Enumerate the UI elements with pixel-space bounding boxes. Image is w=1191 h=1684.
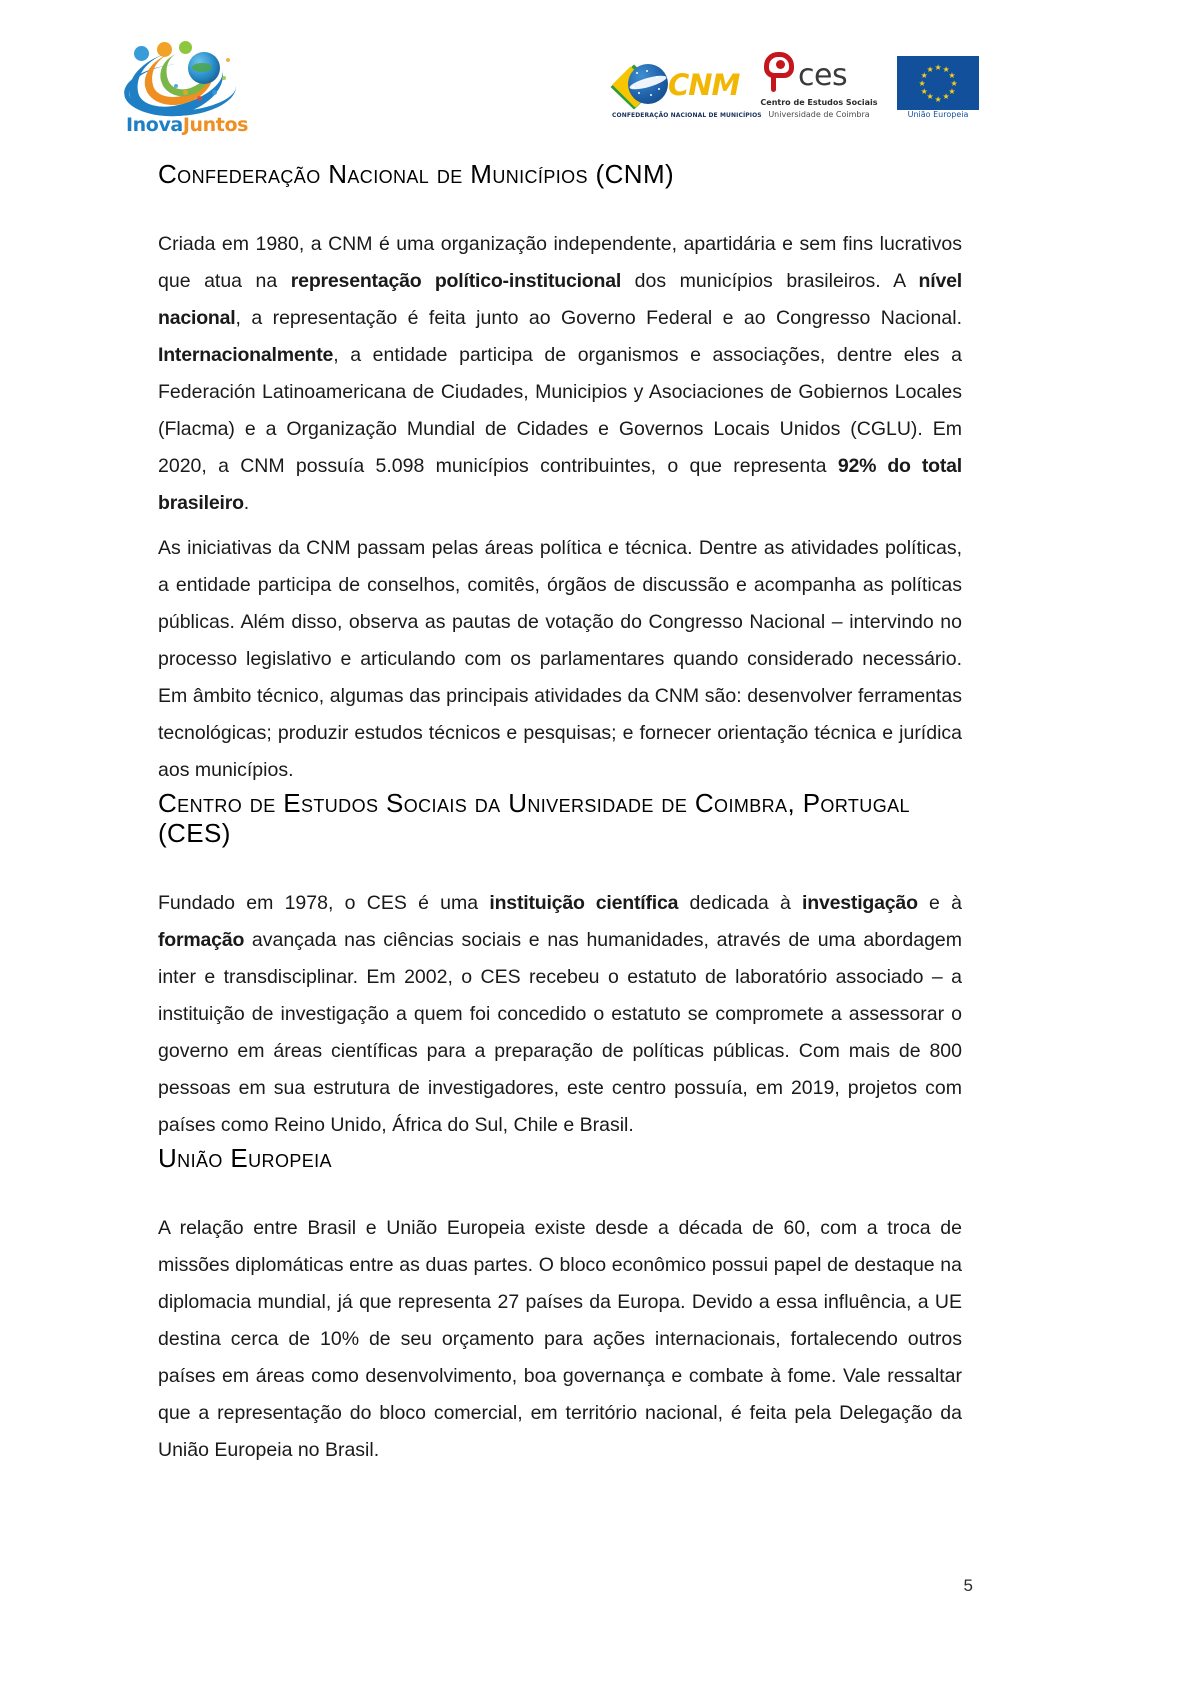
cnm-acronym: CNM	[668, 68, 740, 102]
paragraph-ces-p1	[158, 885, 962, 1144]
paragraph-cnm-p1	[158, 226, 962, 522]
body-text-run: A relação entre Brasil e União Europeia existe desde a década de 60, com a troca de missões diplomáticas entre as duas partes. O bloco econômico possui papel de destaque na diplomacia mundial, já que representa 27 países da Europa. Devido a essa influência, a UE destina cerca de 10% de seu orçamento para ações internacionais, fortalecendo outros países em áreas como desenvolvimento, boa governança e combate à fome. Vale ressaltar que a representação do bloco comercial, em território nacional, é feita pela Delegação da União Europeia no Brasil.	[158, 1216, 962, 1461]
eu-star-icon: ★	[948, 70, 956, 80]
inovajuntos-word-inova: Inova	[126, 114, 183, 136]
body-text-run: As iniciativas da CNM passam pelas áreas política e técnica. Dentre as atividades políticas, a entidade participa de conselhos, comitês, órgãos de discussão e acompanha as políticas públicas. Além disso, observa as pautas de votação do Congresso Nacional – intervindo no processo legislativo e articulando com os parlamentares quando considerado necessário. Em âmbito técnico, algumas das principais atividades da CNM são: desenvolver ferramentas tecnológicas; produzir estudos técnicos e pesquisas; e fornecer orientação técnica e jurídica aos municípios.	[158, 536, 962, 781]
eu-star-icon: ★	[920, 70, 928, 80]
page-header	[0, 0, 1191, 150]
body-text-run: dos municípios brasileiros. A	[621, 269, 919, 292]
body-text-run: Criada em 1980, a CNM é uma organização independente, apartidária e sem fins lucrativos que atua na	[158, 232, 962, 292]
section-heading-ue: União Europeia	[158, 1142, 332, 1173]
cnm-subtitle: CONFEDERAÇÃO NACIONAL DE MUNICÍPIOS	[612, 112, 762, 119]
emphasis-text: 92% do total brasileiro	[158, 454, 962, 514]
paragraph-cnm-p2	[158, 530, 962, 789]
flag-star-icon	[646, 70, 648, 72]
spark-icon	[174, 84, 178, 88]
body-text-run: .	[243, 491, 250, 514]
flag-star-icon	[632, 86, 634, 88]
eu-caption: União Europeia	[907, 110, 969, 119]
flag-star-icon	[658, 88, 660, 90]
eu-star-icon: ★	[948, 86, 956, 96]
body-text-run: dedicada à	[678, 891, 803, 914]
page-number: 5	[963, 1576, 973, 1595]
ces-dot-icon	[776, 60, 785, 69]
eu-star-icon: ★	[934, 62, 942, 72]
emphasis-text: instituição científica	[489, 891, 679, 914]
eu-star-icon: ★	[934, 94, 942, 104]
figure-head-orange-icon	[157, 42, 172, 57]
eu-star-icon: ★	[920, 86, 928, 96]
inovajuntos-wordmark	[126, 114, 248, 136]
emphasis-text: representação político-institucional	[290, 269, 622, 292]
globe-icon	[188, 52, 220, 84]
figure-head-green-icon	[179, 41, 192, 54]
emphasis-text: Internacionalmente	[158, 343, 334, 366]
flag-star-icon	[636, 72, 638, 74]
spark-icon	[212, 90, 217, 95]
flag-star-icon	[638, 92, 640, 94]
spark-icon	[183, 90, 188, 95]
body-text-run: avançada nas ciências sociais e nas humanidades, através de uma abordagem inter e transdisciplinar. Em 2002, o CES recebeu o estatuto de laboratório associado – a instituição de investigação a quem foi concedido o estatuto se compromete a assessorar o governo em áreas científicas para a preparação de políticas públicas. Com mais de 800 pessoas em sua estrutura de investigadores, este centro possuía, em 2019, projetos com países como Reino Unido, África do Sul, Chile e Brasil.	[158, 928, 962, 1136]
body-text-run: e à	[917, 891, 962, 914]
cnm-globe-icon	[612, 62, 670, 110]
ces-symbol-icon	[764, 52, 798, 94]
spark-icon	[226, 58, 230, 62]
flag-star-icon	[650, 94, 652, 96]
body-text-run: , a entidade participa de organismos e associações, dentre eles a Federación Latinoamericana de Ciudades, Municipios y Asociaciones de Gobiernos Locales (Flacma) e a Organização Mundial de Cidades e Governos Locais Unidos (CGLU). Em 2020, a CNM possuía 5.098 municípios contribuintes, o que representa	[158, 343, 962, 477]
eu-flag-icon	[897, 56, 979, 110]
ces-tail-icon	[771, 76, 776, 92]
ces-logo	[760, 52, 878, 126]
eu-star-icon: ★	[926, 64, 934, 74]
section-heading-ces: Centro de Estudos Sociais da Universidade de Coimbra, Portugal (CES)	[158, 787, 910, 848]
section-heading-cnm: Confederação Nacional de Municípios (CNM)	[158, 159, 675, 189]
eu-star-icon: ★	[950, 78, 958, 88]
paragraph-ue-p1	[158, 1210, 962, 1469]
body-text-run: Fundado em 1978, o CES é uma	[158, 891, 490, 914]
eu-star-icon: ★	[942, 92, 950, 102]
inovajuntos-mark-icon	[126, 38, 238, 112]
figure-head-blue-icon	[134, 46, 149, 61]
spark-icon	[222, 76, 226, 80]
cnm-logo	[612, 62, 762, 124]
inovajuntos-logo	[126, 38, 249, 140]
document-body	[158, 160, 962, 1469]
eu-star-icon: ★	[942, 64, 950, 74]
emphasis-text: formação	[158, 928, 245, 951]
body-text-run: , a representação é feita junto ao Governo Federal e ao Congresso Nacional.	[235, 306, 962, 329]
ces-name-line2: Universidade de Coimbra	[768, 110, 870, 119]
flag-star-icon	[656, 76, 658, 78]
european-union-logo	[897, 56, 979, 122]
ces-acronym: ces	[798, 58, 848, 93]
emphasis-text: investigação	[802, 891, 918, 914]
eu-star-icon: ★	[918, 78, 926, 88]
emphasis-text: nível nacional	[158, 269, 962, 329]
inovajuntos-word-juntos: Juntos	[182, 114, 249, 136]
ces-name-line1: Centro de Estudos Sociais	[760, 98, 878, 107]
eu-star-icon: ★	[926, 92, 934, 102]
spark-icon	[197, 96, 202, 101]
